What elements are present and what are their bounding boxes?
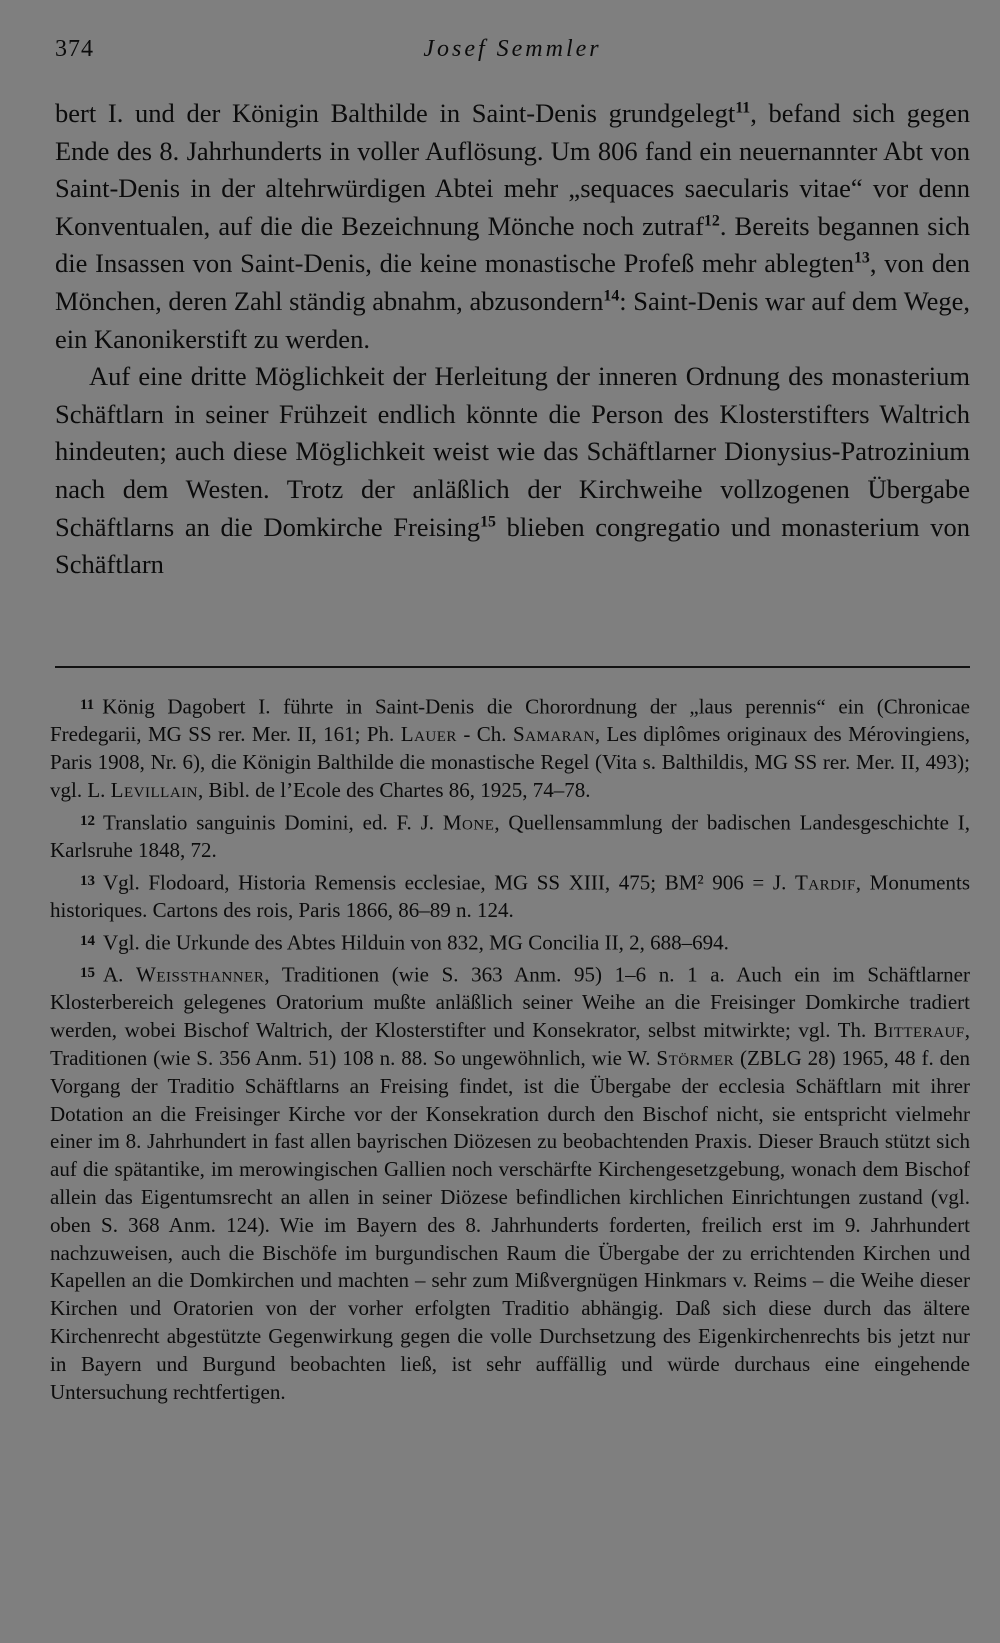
main-text: [55, 95, 970, 584]
footnote-separator: [55, 666, 970, 668]
footnote-13: [50, 868, 970, 925]
running-head: [55, 36, 970, 72]
author-name: Störmer: [656, 1046, 735, 1071]
text-run: , Les diplômes originaux des Mérovingiens, Paris 1908, Nr. 6), die Königin Balthilde die monastische Regel (Vita s. Balthildis, MG SS rer. Mer. II, 493); vgl. L.: [50, 722, 970, 802]
text-run: Auf eine dritte Möglichkeit der Herleitung der inneren Ordnung des monasterium Schäftlarn in seiner Frühzeit endlich könnte die Person des Klosterstifters Waltrich hindeuten; auch diese Möglichkeit weist wie das Schäftlarner Dionysius-Patrozinium nach dem Westen. Trotz der anläßlich der Kirchweihe vollzogenen Übergabe Schäftlarns an die Domkirche Freising: [55, 361, 970, 542]
author-name: Mone: [442, 810, 495, 835]
footnote-11: [50, 692, 970, 805]
text-run: - Ch.: [456, 722, 513, 747]
text-run: , von den Mönchen, deren Zahl ständig abnahm, abzusondern: [55, 248, 971, 316]
author-name: Levillain: [110, 777, 198, 802]
footnote-14: [50, 928, 970, 957]
text-run: , Quellensammlung der badischen Landesgeschichte I, Karlsruhe 1848, 72.: [50, 810, 971, 862]
text-run: , Bibl. de l’Ecole des Chartes 86, 1925, 74–78.: [197, 777, 591, 802]
page-number: 374: [55, 36, 94, 62]
footnote-number: 11: [80, 697, 95, 713]
footnote-15: [50, 960, 970, 1406]
text-run: , Monuments historiques. Cartons des rois, Paris 1866, 86–89 n. 124.: [50, 870, 971, 923]
footnote-number: 15: [80, 965, 95, 982]
text-run: Vgl. die Urkunde des Abtes Hilduin von 832, MG Concilia II, 2, 688–694.: [103, 930, 729, 955]
text-run: König Dagobert I. führte in Saint-Denis die Chorordnung der „laus perennis“ ein (Chronicae Fredegarii, MG SS rer. Mer. II, 161; Ph.: [50, 694, 970, 747]
text-run: blieben congregatio und monasterium von Schäftlarn: [55, 511, 970, 580]
footnote-number: 14: [80, 932, 95, 949]
text-run: , Traditionen (wie S. 356 Anm. 51) 108 n. 88. So ungewöhnlich, wie W.: [50, 1018, 970, 1071]
footnotes: [50, 692, 970, 1409]
footnote-ref-12: 12: [703, 212, 720, 230]
footnote-number: 12: [80, 812, 95, 829]
author-name: Samaran: [513, 722, 595, 747]
text-run: . Bereits begannen sich die Insassen von Saint-Denis, die keine monastische Profeß mehr ablegten: [55, 210, 970, 279]
footnote-number: 13: [80, 872, 95, 889]
author-name: Lauer: [400, 722, 457, 747]
text-run: , Traditionen (wie S. 363 Anm. 95) 1–6 n. 1 a. Auch ein im Schäftlarner Klosterbereich gelegenes Oratorium mußte anläßlich seiner Weihe an die Freisinger Domkirche tradiert werden, wobei Bischof Waltrich, der Klosterstifter und Konsekrator, selbst mitwirkte; vgl. Th.: [50, 962, 970, 1043]
text-run: : Saint-Denis war auf dem Wege, ein Kanonikerstift zu werden.: [55, 285, 971, 354]
text-run: Vgl. Flodoard, Historia Remensis ecclesiae, MG SS XIII, 475; BM² 906 = J.: [103, 870, 795, 895]
footnote-ref-15: 15: [480, 513, 496, 530]
author-name: Weissthanner: [136, 962, 265, 987]
author-name: Tardif: [794, 870, 856, 895]
footnote-ref-11: 11: [735, 99, 751, 117]
text-run: Translatio sanguinis Domini, ed. F. J.: [103, 810, 443, 835]
author-name: Bitterauf: [873, 1018, 965, 1043]
text-run: (ZBLG 28) 1965, 48 f. den Vorgang der Traditio Schäftlarns an Freising findet, ist die Übergabe der ecclesia Schäftlarn mit ihrer Dotation an die Freisinger Kirche vor der Konsekration durch den Bischof nicht, sie entspricht vielmehr einer im 8. Jahrhundert in fast allen bayrischen Diözesen zu beobachtenden Praxis. Dieser Brauch stützt sich auf die spätantike, im merowingischen Gallien noch verschärfte Kirchengesetzgebung, wonach dem Bischof allein das Eigentumsrecht an allen in seiner Diözese befindlichen kirchlichen Einrichtungen zustand (vgl. oben S. 368 Anm. 124). Wie im Bayern des 8. Jahrhunderts forderten, freilich erst im 9. Jahrhundert nachzuweisen, auch die Bischöfe im burgundischen Raum die Übergabe der zu errichtenden Kirchen und Kapellen an die Domkirchen und machten – sehr zum Mißvergnügen Hinkmars v. Reims – die Weihe dieser Kirchen und Oratorien von der vorher erfolgten Traditio abhängig. Daß sich diese durch das ältere Kirchenrecht abgestützte Gegenwirkung gegen die volle Durchsetzung des Eigenkirchenrechts bis jetzt nur in Bayern und Burgund beobachten ließ, ist sehr auffällig und würde durchaus eine eingehende Untersuchung rechtfertigen.: [50, 1046, 970, 1404]
text-run: , befand sich gegen Ende des 8. Jahrhunderts in voller Auflösung. Um 806 fand ein neuernannter Abt von Saint-Denis in der altehrwürdigen Abtei mehr „sequaces saecularis vitae“ vor denn Konventualen, auf die die Bezeichnung Mönche noch zutraf: [55, 98, 970, 241]
running-head-author: Josef Semmler: [423, 36, 602, 62]
footnote-ref-14: 14: [603, 287, 620, 305]
footnote-ref-13: 13: [853, 249, 870, 267]
paragraph-2: [55, 358, 970, 584]
footnote-12: [50, 808, 970, 865]
text-run: A.: [103, 962, 137, 987]
text-run: bert I. und der Königin Balthilde in Saint-Denis grundgelegt: [55, 98, 736, 128]
paragraph-1: [55, 95, 970, 358]
